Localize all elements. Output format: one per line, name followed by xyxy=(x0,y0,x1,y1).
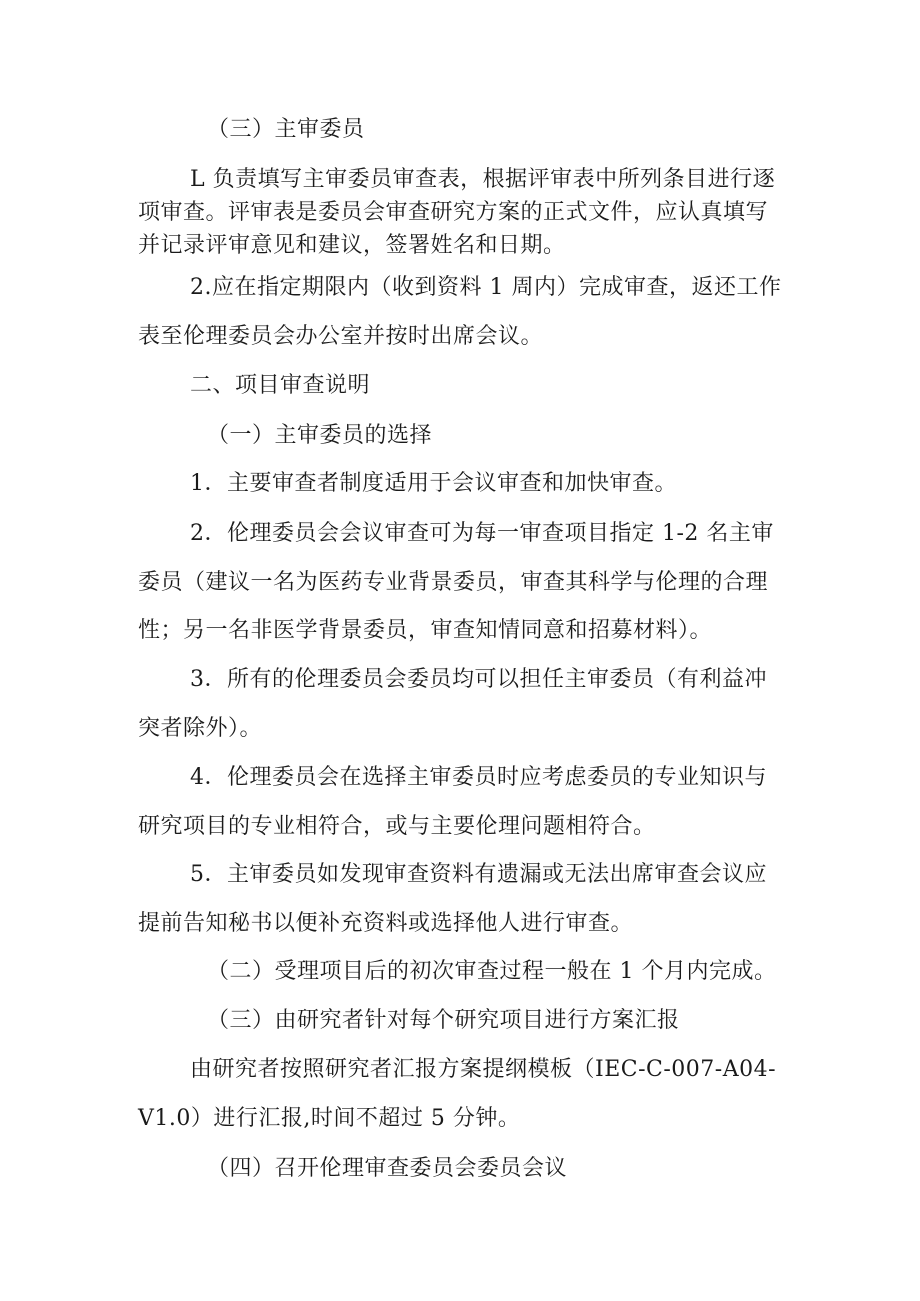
paragraph-line: 3．所有的伦理委员会委员均可以担任主审委员（有利益冲 xyxy=(190,667,767,692)
subsection-heading-chief-reviewer: （三）主审委员 xyxy=(207,117,365,142)
section-heading-project-review: 二、项目审查说明 xyxy=(190,373,371,398)
paragraph-line: 4．伦理委员会在选择主审委员时应考虑委员的专业知识与 xyxy=(190,765,767,790)
paragraph-line: 性；另一名非医学背景委员，审查知情同意和招募材料）。 xyxy=(138,618,713,643)
paragraph-line: 由研究者按照研究者汇报方案提纲模板（IEC-C-007-A04- xyxy=(190,1057,777,1082)
paragraph-line: 表至伦理委员会办公室并按时出席会议。 xyxy=(138,324,544,349)
paragraph-line: L 负责填写主审委员审查表，根据评审表中所列条目进行逐 xyxy=(190,167,776,192)
paragraph-line: 项审查。评审表是委员会审查研究方案的正式文件，应认真填写 xyxy=(138,200,769,225)
paragraph-line: 2.应在指定期限内（收到资料 1 周内）完成审查，返还工作 xyxy=(190,275,782,300)
paragraph-line: V1.0）进行汇报,时间不超过 5 分钟。 xyxy=(138,1106,521,1131)
paragraph-line: 并记录评审意见和建议，签署姓名和日期。 xyxy=(138,233,566,258)
subsection-heading-selection: （一）主审委员的选择 xyxy=(207,423,433,448)
paragraph-line: 突者除外）。 xyxy=(138,716,263,741)
paragraph-line: 2．伦理委员会会议审查可为每一审查项目指定 1-2 名主审 xyxy=(190,521,774,546)
paragraph-line: 研究项目的专业相符合，或与主要伦理问题相符合。 xyxy=(138,814,656,839)
paragraph-line: 提前告知秘书以便补充资料或选择他人进行审查。 xyxy=(138,911,634,936)
paragraph-line: 5．主审委员如发现审查资料有遗漏或无法出席审查会议应 xyxy=(190,862,767,887)
subsection-heading-initial-review: （二）受理项目后的初次审查过程一般在 1 个月内完成。 xyxy=(207,959,777,984)
paragraph-line: 1．主要审查者制度适用于会议审查和加快审查。 xyxy=(190,471,677,496)
paragraph-line: 委员（建议一名为医药专业背景委员，审查其科学与伦理的合理 xyxy=(138,570,769,595)
subsection-heading-researcher-report: （三）由研究者针对每个研究项目进行方案汇报 xyxy=(207,1008,680,1033)
subsection-heading-committee-meeting: （四）召开伦理审查委员会委员会议 xyxy=(207,1156,568,1181)
